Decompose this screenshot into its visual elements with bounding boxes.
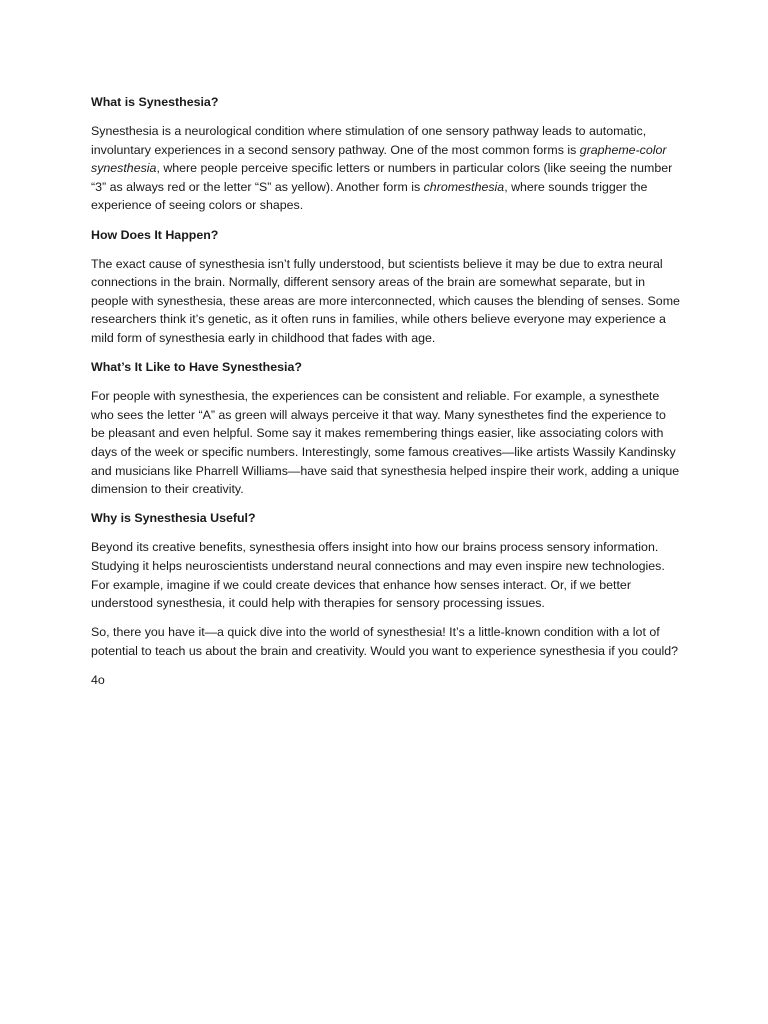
paragraph-run: For people with synesthesia, the experiences can be consistent and reliable. For example, a synesthete who sees the letter “A” as green will always perceive it that way. Many synesthetes find the experience to be pleasant and even helpful. Some say it makes remembering things easier, like associating colors with days of the week or specific numbers. Interestingly, some famous creatives—like artists Wassily Kandinsky and musicians like Pharrell Williams—have said that synesthesia helped inspire their work, adding a unique dimension to their creativity. <box>91 389 680 497</box>
paragraph-run: Synesthesia is a neurological condition where stimulation of one sensory pathway leads to automatic, involuntary experiences in a second sensory pathway. One of the most common forms is <box>91 124 647 157</box>
section-heading-what-like: What’s It Like to Have Synesthesia? <box>91 360 302 375</box>
paragraph-run: Beyond its creative benefits, synesthesia offers insight into how our brains process sensory information. Studying it helps neuroscientists understand neural connections and may even inspire new technologies. For example, imagine if we could create devices that enhance how senses interact. Or, if we better understood synesthesia, it could help with therapies for sensory processing issues. <box>91 540 665 611</box>
section-paragraph-what-like <box>91 387 681 499</box>
document-page <box>91 93 681 690</box>
paragraph-run: , where sounds trigger the experience of seeing colors or shapes. <box>91 179 648 213</box>
section-paragraph-how <box>91 255 681 348</box>
section-heading-what-is: What is Synesthesia? <box>91 95 219 109</box>
section-paragraph-what-is <box>91 122 681 215</box>
section-heading-why-useful: Why is Synesthesia Useful? <box>91 511 256 526</box>
paragraph-run-italic: grapheme-color synesthesia <box>91 142 667 176</box>
section-paragraph-why-useful <box>91 538 681 612</box>
section-heading-how: How Does It Happen? <box>91 227 219 242</box>
footer-note: 4o <box>91 672 105 687</box>
paragraph-run: The exact cause of synesthesia isn’t fully understood, but scientists believe it may be due to extra neural connections in the brain. Normally, different sensory areas of the brain are somewhat separate, but in people with synesthesia, these areas are more interconnected, which causes the blending of senses. Some researchers think it’s genetic, as it often runs in families, while others believe everyone may experience a mild form of synesthesia early in childhood that fades with age. <box>91 256 680 346</box>
paragraph-run: , where people perceive specific letters or numbers in particular colors (like seeing the number “3” as always red or the letter “S” as yellow). Another form is <box>91 161 673 194</box>
paragraph-run-italic: chromesthesia <box>423 179 505 194</box>
closing-paragraph: So, there you have it—a quick dive into the world of synesthesia! It’s a little-known condition with a lot of potential to teach us about the brain and creativity. Would you want to experience synesthesia if you could? <box>91 625 679 658</box>
